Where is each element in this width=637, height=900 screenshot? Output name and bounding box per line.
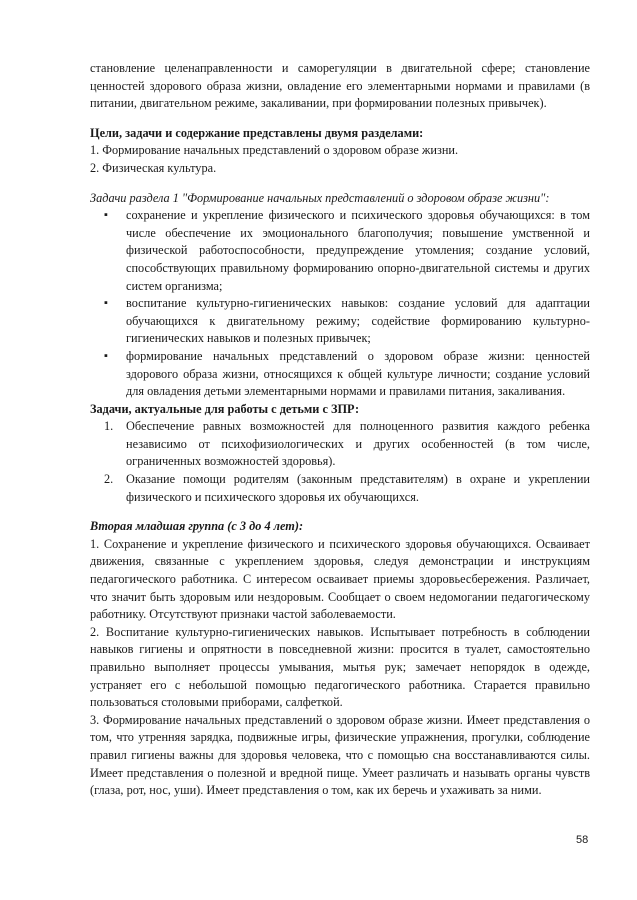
zpr-item [104,471,590,506]
zpr-item-text: Оказание помощи родителям (законным представителям) в охране и укреплении физического и психического здоровья их обучающихся. [126,472,590,504]
task-item: ▪ формирование начальных представлений о здоровом образе жизни: ценностей здорового образа жизни, относящихся к общей культуре личности; создание условий для овладения детьми элементарными нормами и правилами питания, закаливания. [126,348,590,401]
group-paragraph: 1. Сохранение и укрепление физического и психического здоровья обучающихся. Осваивает движения, связанные с укреплением здоровья, следуя демонстрации и инструкциям педагогического работника. С интересом осваивает приемы здоровьесбережения. Различает, что значит быть здоровым или нездоровым. Сообщает о своем недомогании педагогическому работнику. Отсутствуют признаки частой заболеваемости. [90,536,590,622]
section-item: 1. Формирование начальных представлений о здоровом образе жизни. [90,143,459,158]
group-paragraph: 2. Воспитание культурно-гигиенических навыков. Испытывает потребность в соблюдении навыков гигиены и опрятности в повседневной жизни: просится в туалет, самостоятельно правильно выполняет процессы умывания, мытья рук; замечает непорядок в одежде, устраняет его с небольшой помощью педагогического работника. Старается правильно пользоваться столовыми приборами, салфеткой. [90,624,590,710]
task-item: ▪ сохранение и укрепление физического и психического здоровья обучающихся: в том числе обеспечение их эмоционального благополучия; повышение умственной и физической работоспособности, предупреждение утомления; создание условий, способствующих правильному формированию опорно-двигательной системы и других систем организма; [126,207,590,295]
spacer [90,178,590,190]
tasks-heading: Задачи раздела 1 "Формирование начальных представлений о здоровом образе жизни": [90,190,550,205]
sections-heading: Цели, задачи и содержание представлены двумя разделами: [90,125,424,140]
zpr-heading: Задачи, актуальные для работы с детьми с ЗПР: [90,401,360,416]
group-heading: Вторая младшая группа (с 3 до 4 лет): [90,519,304,534]
zpr-item-number: 2. [104,472,114,487]
intro-paragraph: становление целенаправленности и саморегуляции в двигательной сфере; становление ценностей здорового образа жизни, овладение его элементарными нормами и правилами (в питании, двигательном режиме, закаливании, при формировании полезных привычек). [90,61,590,111]
page-number: 58 [576,834,589,846]
group-paragraph: 3. Формирование начальных представлений о здоровом образе жизни. Имеет представления о том, что утренняя зарядка, подвижные игры, физические упражнения, прогулки, соблюдение правил гигиены важны для здоровья человека, что с помощью сна восстанавливаются силы. Имеет представления о полезной и вредной пище. Умеет различать и называть органы чувств (глаза, рот, нос, уши). Имеет представления о том, как их беречь и ухаживать за ними. [90,712,590,798]
section-item: 2. Физическая культура. [90,160,217,175]
document-page [90,60,590,800]
zpr-item [104,418,590,471]
tasks-list [90,207,590,401]
zpr-item-text: Обеспечение равных возможностей для полноценного развития каждого ребенка независимо от психофизиологических и других особенностей (в том числе, ограниченных возможностей здоровья). [126,419,590,469]
zpr-list [90,418,590,506]
spacer [90,506,590,518]
spacer [90,113,590,125]
zpr-item-number: 1. [104,419,114,434]
task-item: ▪ воспитание культурно-гигиенических навыков: создание условий для адаптации обучающихся к двигательному режиму; содействие формированию культурно-гигиенических навыков и полезных привычек; [126,295,590,348]
